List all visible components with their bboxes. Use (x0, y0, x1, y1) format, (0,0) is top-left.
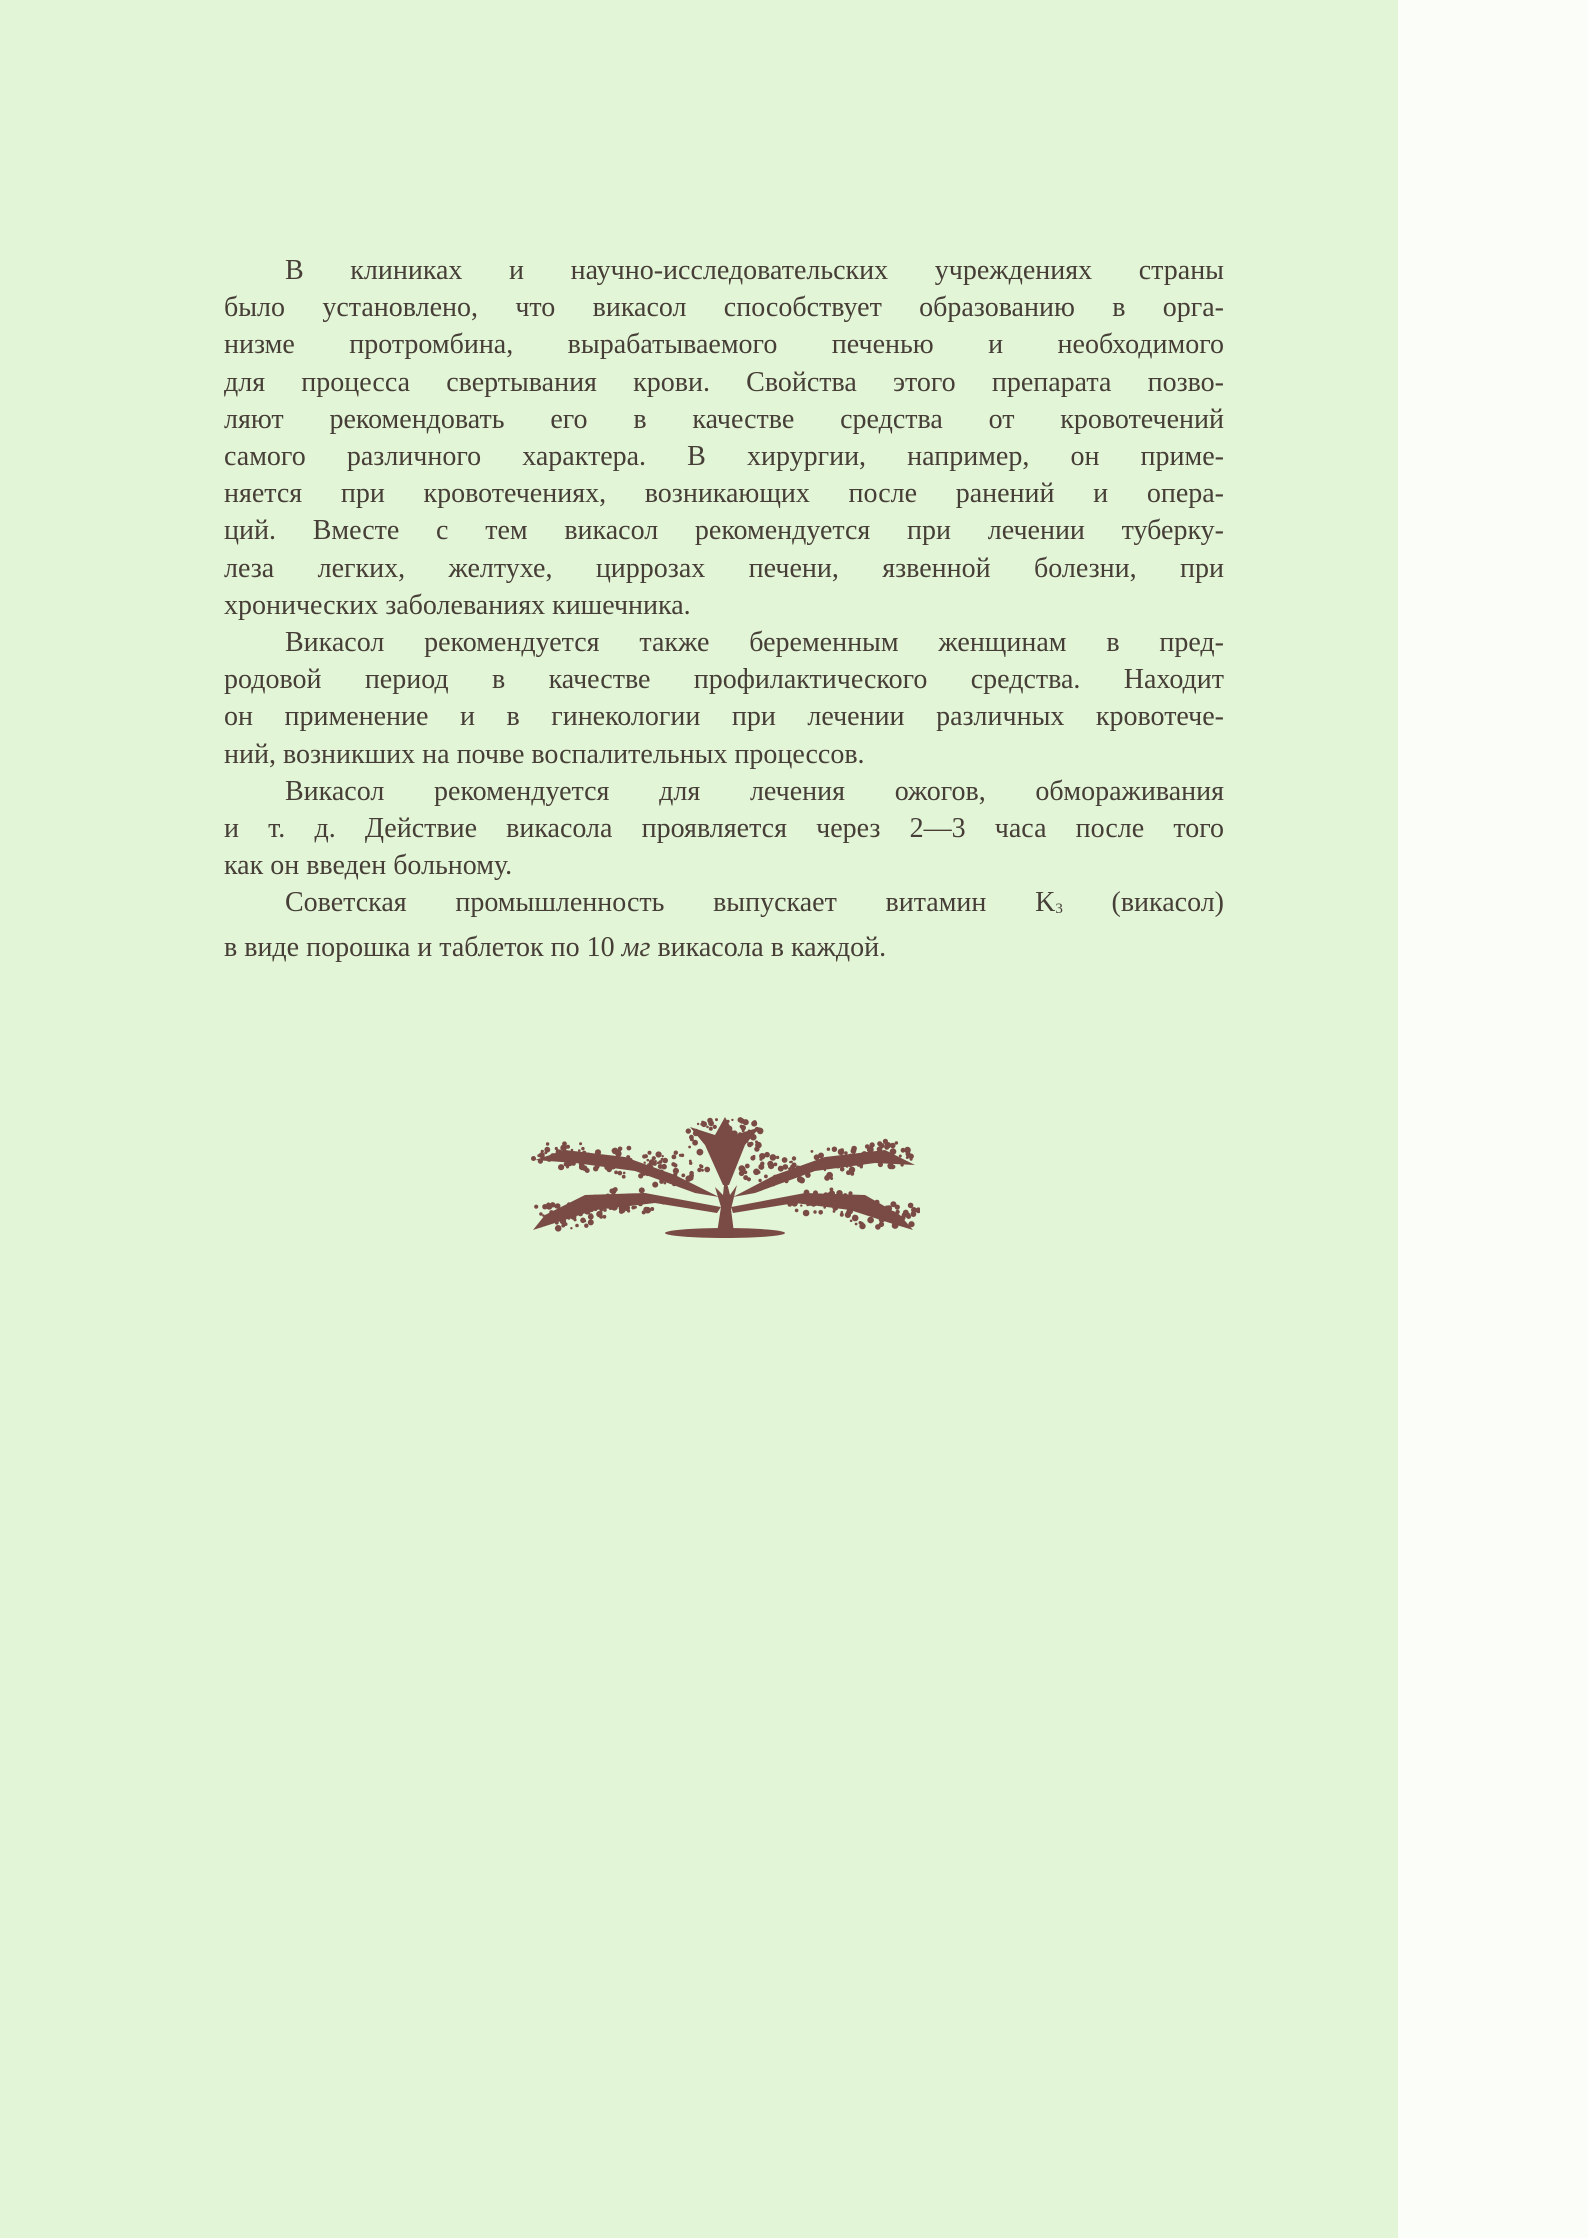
foliage-dot (732, 1139, 737, 1144)
foliage-dot (681, 1174, 685, 1178)
foliage-dot (628, 1158, 632, 1162)
foliage-dot (859, 1223, 865, 1229)
foliage-dot (888, 1217, 892, 1221)
text-line: няется при кровотечениях, возникающих после ранений и опера- (224, 478, 1224, 510)
foliage-dot (760, 1162, 764, 1166)
foliage-dot (844, 1151, 848, 1155)
foliage-dot (568, 1202, 571, 1205)
foliage-dot (738, 1132, 742, 1136)
foliage-dot (628, 1164, 631, 1167)
foliage-dot (740, 1125, 744, 1129)
foliage-dot (845, 1212, 851, 1218)
foliage-dot (823, 1202, 826, 1205)
foliage-dot (865, 1144, 870, 1149)
foliage-dot (578, 1149, 581, 1152)
foliage-dot (651, 1161, 654, 1164)
foliage-dot (599, 1208, 603, 1212)
foliage-dot (584, 1153, 589, 1158)
foliage-dot (651, 1169, 654, 1172)
foliage-dot (558, 1164, 564, 1170)
unit-label: мг (621, 931, 651, 963)
foliage-dot (611, 1156, 614, 1159)
foliage-dot (879, 1215, 884, 1220)
foliage-dot (823, 1192, 828, 1197)
foliage-dot (602, 1199, 607, 1204)
foliage-dot (739, 1165, 746, 1172)
foliage-dot (784, 1179, 788, 1183)
foliage-dot (596, 1205, 600, 1209)
text-fragment: в виде порошка и таблеток по 10 (224, 931, 622, 963)
foliage-dot (593, 1166, 598, 1171)
page-edge (1398, 0, 1588, 2238)
foliage-dot (843, 1193, 848, 1198)
foliage-dot (824, 1169, 826, 1171)
text-fragment: (викасол) (1062, 887, 1224, 919)
foliage-dot (593, 1200, 596, 1203)
foliage-dot (827, 1148, 830, 1151)
text-fragment: викасола в каждой. (650, 931, 887, 963)
foliage-dot (877, 1141, 882, 1146)
foliage-dot (899, 1155, 902, 1158)
foliage-dot (810, 1200, 816, 1206)
text-line (224, 929, 1224, 966)
text-line: В клиниках и научно-исследовательских учреждениях страны (285, 255, 1224, 286)
foliage-dot (546, 1142, 549, 1145)
foliage-dot (674, 1174, 678, 1178)
foliage-dot (734, 1132, 737, 1135)
foliage-dot (768, 1163, 774, 1169)
foliage-dot (731, 1119, 733, 1121)
foliage-dot (745, 1164, 750, 1169)
foliage-dot (905, 1212, 911, 1218)
foliage-dot (770, 1154, 777, 1161)
foliage-dot (851, 1146, 857, 1152)
text-line: Викасол рекомендуется для лечения ожогов, обмораживания (285, 775, 1224, 807)
foliage-dot (562, 1214, 568, 1220)
foliage-dot (541, 1156, 545, 1160)
foliage-dot (584, 1224, 588, 1228)
foliage-dot (892, 1222, 899, 1229)
foliage-dot (585, 1168, 590, 1173)
foliage-dot (622, 1175, 626, 1179)
foliage-dot (757, 1171, 760, 1174)
text-fragment: Советская промышленность выпускает витамин K (285, 887, 1056, 919)
foliage-dot (689, 1162, 692, 1165)
foliage-dot (869, 1142, 874, 1147)
foliage-dot (744, 1171, 748, 1175)
foliage-dot (759, 1158, 762, 1161)
foliage-dot (805, 1170, 808, 1173)
foliage-dot (875, 1224, 881, 1230)
text-line: ляют рекомендовать его в качестве средства от кровотечений (224, 403, 1224, 435)
foliage-dot (804, 1190, 810, 1196)
foliage-dot (627, 1146, 632, 1151)
foliage-dot (834, 1148, 837, 1151)
foliage-dot (856, 1162, 861, 1167)
foliage-dot (672, 1155, 677, 1160)
foliage-dot (850, 1220, 853, 1223)
foliage-dot (589, 1207, 594, 1212)
foliage-dot (624, 1205, 630, 1211)
foliage-dot (795, 1209, 799, 1213)
foliage-dot (664, 1182, 667, 1185)
foliage-dot (848, 1191, 852, 1195)
foliage-dot (726, 1143, 731, 1148)
foliage-dot (606, 1167, 612, 1173)
foliage-dot (578, 1211, 583, 1216)
foliage-dot (672, 1182, 676, 1186)
foliage-dot (757, 1128, 764, 1135)
foliage-dot (789, 1170, 793, 1174)
foliage-dot (603, 1208, 607, 1212)
foliage-dot (707, 1118, 713, 1124)
foliage-dot (662, 1155, 664, 1157)
text-line: родовой период в качестве профилактического средства. Находит (224, 664, 1224, 696)
foliage-dot (631, 1206, 635, 1210)
foliage-dot (755, 1140, 758, 1143)
foliage-dot (644, 1162, 646, 1164)
foliage-dot (835, 1163, 841, 1169)
foliage-dot (639, 1187, 645, 1193)
foliage-dot (614, 1171, 618, 1175)
foliage-dot (803, 1210, 810, 1217)
foliage-dot (603, 1215, 607, 1219)
subscript: 3 (1055, 901, 1063, 918)
foliage-dot (813, 1210, 816, 1213)
foliage-dot (890, 1201, 896, 1207)
foliage-dot (549, 1210, 554, 1215)
foliage-dot (823, 1206, 826, 1209)
foliage-dot (830, 1177, 833, 1180)
foliage-dot (745, 1140, 748, 1143)
foliage-dot (581, 1147, 584, 1150)
foliage-dot (556, 1150, 560, 1154)
foliage-dot (859, 1195, 863, 1199)
text-line: ний, возникших на почве воспалительных процессов. (224, 738, 865, 770)
foliage-dot (856, 1154, 861, 1159)
foliage-dot (600, 1211, 602, 1213)
foliage-dot (724, 1124, 727, 1127)
foliage-dot (910, 1222, 915, 1227)
foliage-dot (589, 1213, 593, 1217)
foliage-dot (572, 1208, 575, 1211)
foliage-dot (584, 1220, 586, 1222)
foliage-dot (814, 1154, 820, 1160)
foliage-dot (608, 1197, 613, 1202)
text-line (224, 884, 1224, 928)
foliage-dot (586, 1206, 589, 1209)
foliage-dot (662, 1158, 668, 1164)
foliage-dot (709, 1127, 713, 1131)
foliage-dot (661, 1200, 666, 1205)
foliage-dot (867, 1217, 874, 1224)
foliage-dot (782, 1157, 788, 1163)
foliage-dot (673, 1168, 679, 1174)
foliage-dot (623, 1172, 626, 1175)
foliage-dot (825, 1158, 831, 1164)
foliage-dot (812, 1162, 817, 1167)
foliage-dot (697, 1123, 699, 1125)
foliage-dot (659, 1179, 664, 1184)
foliage-dot (725, 1131, 728, 1134)
foliage-dot (800, 1171, 803, 1174)
foliage-dot (718, 1128, 722, 1132)
foliage-dot (743, 1175, 748, 1180)
foliage-dot (679, 1154, 682, 1157)
foliage-dot (747, 1142, 752, 1147)
foliage-dot (652, 1156, 656, 1160)
text-line: для процесса свертывания крови. Свойства этого препарата позво- (224, 366, 1224, 398)
foliage-dot (813, 1190, 818, 1195)
foliage-dot (818, 1210, 823, 1215)
foliage-dot (840, 1167, 845, 1172)
foliage-dot (846, 1165, 849, 1168)
foliage-dot (802, 1195, 808, 1201)
foliage-dot (877, 1146, 883, 1152)
foliage-dot (575, 1224, 579, 1228)
text-line: было установлено, что викасол способствует образованию в орга- (224, 292, 1224, 324)
foliage-dot (715, 1118, 718, 1121)
foliage-dot (642, 1173, 645, 1176)
foliage-dot (615, 1198, 618, 1201)
foliage-dot (811, 1150, 814, 1153)
foliage-dot (674, 1151, 678, 1155)
foliage-dot (571, 1149, 574, 1152)
foliage-dot (542, 1214, 545, 1217)
foliage-dot (619, 1209, 624, 1214)
foliage-dot (626, 1197, 632, 1203)
foliage-dot (764, 1175, 768, 1179)
foliage-dot (792, 1156, 796, 1160)
foliage-dot (742, 1129, 745, 1132)
foliage-dot (731, 1136, 734, 1139)
foliage-dot (824, 1175, 830, 1181)
foliage-dot (700, 1123, 703, 1126)
foliage-dot (593, 1195, 597, 1199)
foliage-dot (875, 1200, 880, 1205)
foliage-dot (773, 1175, 777, 1179)
foliage-dot (593, 1160, 596, 1163)
foliage-dot (716, 1144, 722, 1150)
foliage-dot (534, 1205, 538, 1209)
text-line: хронических заболеваниях кишечника. (224, 589, 691, 621)
foliage-dot (567, 1217, 570, 1220)
foliage-dot (654, 1160, 657, 1163)
foliage-dot (588, 1157, 592, 1161)
foliage-dot (697, 1149, 704, 1156)
foliage-dot (598, 1161, 603, 1166)
foliage-dot (647, 1159, 650, 1162)
foliage-dot (890, 1148, 897, 1155)
foliage-dot (706, 1126, 709, 1129)
tree-icon (525, 1115, 920, 1240)
foliage-dot (789, 1161, 791, 1163)
text-line: как он введен больному. (224, 850, 513, 882)
foliage-dot (539, 1212, 542, 1215)
foliage-dot (644, 1154, 648, 1158)
foliage-dot (884, 1140, 887, 1143)
foliage-dot (659, 1160, 663, 1164)
foliage-dot (793, 1167, 798, 1172)
foliage-dot (652, 1182, 658, 1188)
foliage-dot (701, 1169, 704, 1172)
foliage-dot (829, 1190, 835, 1196)
text-line: самого различного характера. В хирургии, например, он приме- (224, 441, 1224, 473)
foliage-dot (833, 1159, 836, 1162)
foliage-dot (751, 1121, 757, 1127)
foliage-dot (872, 1207, 876, 1211)
foliage-dot (546, 1204, 552, 1210)
foliage-dot (699, 1164, 702, 1167)
foliage-dot (900, 1215, 905, 1220)
foliage-dot (565, 1160, 571, 1166)
foliage-dot (772, 1183, 775, 1186)
foliage-dot (878, 1162, 883, 1167)
foliage-dot (656, 1151, 662, 1157)
foliage-dot (612, 1148, 619, 1155)
foliage-dot (884, 1145, 889, 1150)
foliage-dot (900, 1163, 903, 1166)
foliage-dot (648, 1151, 652, 1155)
foliage-dot (911, 1211, 917, 1217)
foliage-dot (793, 1199, 796, 1202)
foliage-dot (673, 1163, 677, 1167)
foliage-dot (601, 1196, 604, 1199)
foliage-dot (852, 1215, 859, 1222)
foliage-dot (690, 1137, 694, 1141)
foliage-dot (887, 1157, 893, 1163)
foliage-dot (750, 1156, 755, 1161)
foliage-dot (750, 1134, 757, 1141)
foliage-dot (646, 1208, 651, 1213)
foliage-dot (895, 1210, 899, 1214)
article-text (224, 252, 1224, 966)
foliage-dot (609, 1189, 614, 1194)
foliage-dot (555, 1225, 562, 1232)
foliage-dot (704, 1167, 710, 1173)
foliage-dot (890, 1211, 895, 1216)
foliage-dot (766, 1181, 771, 1186)
foliage-dot (579, 1142, 582, 1145)
foliage-dot (895, 1141, 898, 1144)
foliage-dot (573, 1218, 576, 1221)
foliage-dot (655, 1169, 661, 1175)
foliage-dot (641, 1164, 645, 1168)
foliage-dot (867, 1153, 871, 1157)
foliage-dot (637, 1198, 642, 1203)
foliage-dot (618, 1171, 623, 1176)
foliage-dot (609, 1206, 613, 1210)
foliage-dot (538, 1224, 542, 1228)
foliage-dot (606, 1194, 610, 1198)
foliage-dot (880, 1158, 884, 1162)
text-line: ций. Вместе с тем викасол рекомендуется при лечении туберку- (224, 515, 1224, 547)
foliage-dot (832, 1205, 838, 1211)
foliage-dot (570, 1227, 572, 1229)
foliage-dot (749, 1132, 752, 1135)
foliage-dot (588, 1219, 594, 1225)
foliage-dot (848, 1154, 854, 1160)
text-line: Викасол рекомендуется также беременным женщинам в пред- (285, 627, 1224, 659)
text-line: он применение и в гинекологии при лечении различных кровотече- (224, 701, 1224, 733)
foliage-dot (697, 1168, 701, 1172)
foliage-dot (846, 1203, 849, 1206)
foliage-dot (742, 1140, 745, 1143)
foliage-dot (634, 1165, 637, 1168)
foliage-dot (788, 1203, 792, 1207)
foliage-dot (531, 1156, 536, 1161)
foliage-dot (904, 1147, 911, 1154)
foliage-dot (887, 1163, 893, 1169)
foliage-dot (838, 1149, 845, 1156)
foliage-dot (566, 1210, 569, 1213)
foliage-dot (709, 1135, 713, 1139)
foliage-dot (713, 1125, 717, 1129)
foliage-dot (567, 1154, 572, 1159)
foliage-dot (573, 1158, 575, 1160)
foliage-dot (667, 1176, 672, 1181)
foliage-dot (836, 1190, 842, 1196)
foliage-dot (841, 1211, 844, 1214)
foliage-dot (820, 1164, 824, 1168)
foliage-dot (852, 1203, 859, 1210)
foliage-dot (658, 1164, 663, 1169)
foliage-dot (688, 1146, 691, 1149)
foliage-dot (554, 1204, 558, 1208)
foliage-dot (799, 1177, 805, 1183)
foliage-dot (877, 1207, 881, 1211)
foliage-dot (758, 1144, 762, 1148)
foliage-dot (739, 1118, 744, 1123)
foliage-dot (560, 1145, 567, 1152)
text-line: и т. д. Действие викасола проявляется через 2—3 часа после того (224, 813, 1224, 845)
foliage-dot (555, 1221, 559, 1225)
text-line: леза легких, желтухе, циррозах печени, язвенной болезни, при (224, 552, 1224, 584)
foliage-dot (595, 1149, 601, 1155)
foliage-dot (686, 1128, 691, 1133)
foliage-dot (616, 1164, 619, 1167)
foliage-dot (691, 1174, 694, 1177)
text-line: низме протромбина, вырабатываемого печенью и необходимого (224, 329, 1224, 361)
foliage-dot (693, 1130, 699, 1136)
foliage-dot (840, 1198, 846, 1204)
foliage-dot (805, 1172, 811, 1178)
foliage-dot (544, 1147, 550, 1153)
foliage-dot (758, 1179, 761, 1182)
foliage-dot (855, 1223, 858, 1226)
foliage-dot (806, 1203, 809, 1206)
foliage-dot (849, 1167, 855, 1173)
foliage-dot (689, 1175, 692, 1178)
foliage-dot (776, 1156, 779, 1159)
foliage-dot (861, 1151, 868, 1158)
foliage-dot (800, 1204, 802, 1206)
foliage-dot (783, 1164, 789, 1170)
foliage-dot (709, 1143, 712, 1146)
foliage-dot (825, 1198, 829, 1202)
foliage-dot (875, 1154, 878, 1157)
foliage-dot (726, 1120, 729, 1123)
